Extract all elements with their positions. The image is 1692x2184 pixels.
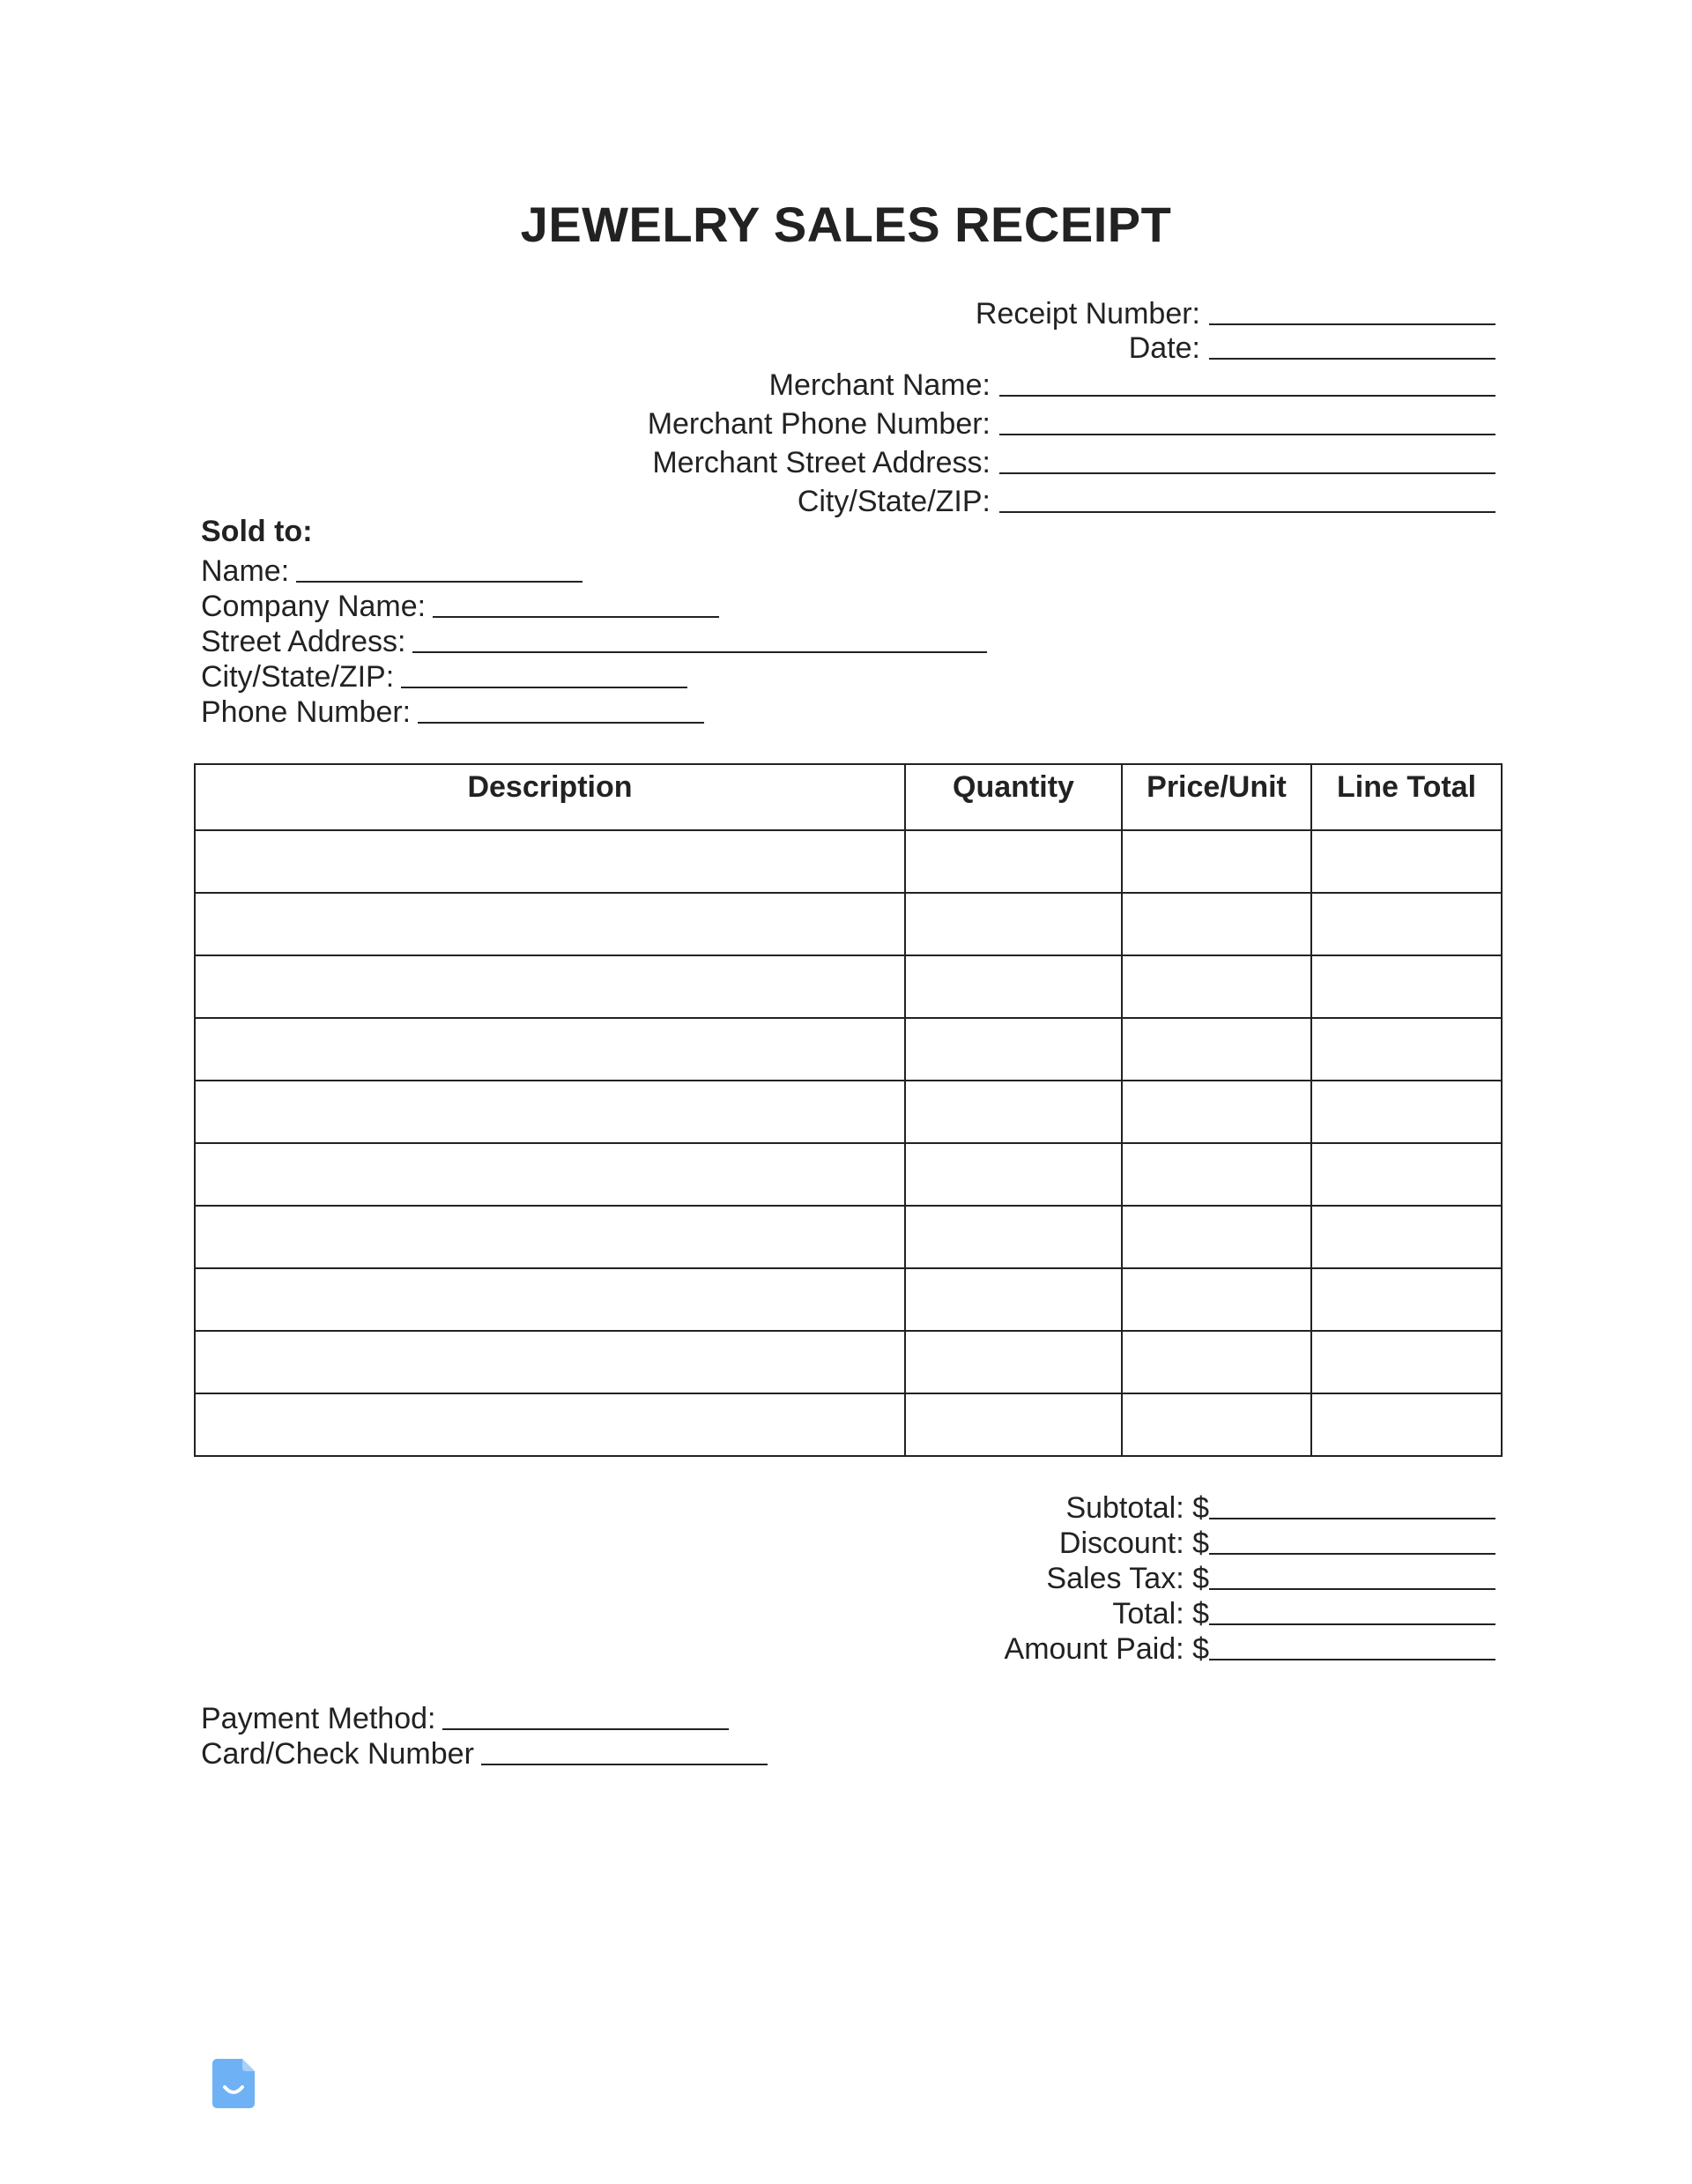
subtotal-field[interactable] — [1065, 1488, 1495, 1523]
buyer-company-field[interactable] — [201, 586, 719, 621]
buyer-company-label: Company Name: — [201, 590, 427, 623]
buyer-street-label: Street Address: — [201, 625, 406, 658]
price-unit-cell[interactable] — [1122, 1268, 1311, 1331]
line-total-cell[interactable] — [1311, 1081, 1502, 1143]
merchant-name-label: Merchant Name: — [768, 368, 991, 402]
payment-method-label: Payment Method: — [201, 1702, 436, 1735]
card-check-number-line[interactable] — [481, 1764, 768, 1765]
price-unit-cell[interactable] — [1122, 1331, 1311, 1393]
table-row — [195, 1143, 1502, 1206]
quantity-cell[interactable] — [905, 1018, 1122, 1081]
line-total-cell[interactable] — [1311, 893, 1502, 955]
buyer-city-label: City/State/ZIP: — [201, 660, 395, 694]
merchant-address-field[interactable] — [652, 442, 1495, 478]
subtotal-label: Subtotal: $ — [1065, 1491, 1209, 1525]
column-header-line-total: Line Total — [1311, 764, 1502, 830]
buyer-phone-line[interactable] — [418, 722, 704, 724]
amount-paid-label: Amount Paid: $ — [1004, 1632, 1209, 1666]
table-row — [195, 1331, 1502, 1393]
quantity-cell[interactable] — [905, 893, 1122, 955]
discount-line[interactable] — [1209, 1553, 1495, 1555]
description-cell[interactable] — [195, 1268, 905, 1331]
table-row — [195, 1206, 1502, 1268]
date-label: Date: — [1128, 331, 1200, 365]
quantity-cell[interactable] — [905, 1393, 1122, 1456]
column-header-quantity: Quantity — [905, 764, 1122, 830]
merchant-phone-label: Merchant Phone Number: — [647, 407, 991, 441]
line-total-cell[interactable] — [1311, 1206, 1502, 1268]
buyer-name-label: Name: — [201, 554, 290, 588]
description-cell[interactable] — [195, 1143, 905, 1206]
amount-paid-line[interactable] — [1209, 1659, 1495, 1660]
amount-paid-field[interactable] — [1005, 1629, 1495, 1664]
quantity-cell[interactable] — [905, 955, 1122, 1018]
table-row — [195, 955, 1502, 1018]
quantity-cell[interactable] — [905, 830, 1122, 893]
date-field[interactable] — [1129, 328, 1495, 363]
buyer-phone-label: Phone Number: — [201, 695, 412, 729]
price-unit-cell[interactable] — [1122, 1206, 1311, 1268]
merchant-address-label: Merchant Street Address: — [652, 446, 991, 479]
column-header-price-unit: Price/Unit — [1122, 764, 1311, 830]
document-smile-logo-icon — [212, 2059, 255, 2108]
buyer-city-field[interactable] — [201, 657, 687, 692]
buyer-name-line[interactable] — [296, 581, 583, 583]
line-total-cell[interactable] — [1311, 1143, 1502, 1206]
buyer-city-line[interactable] — [401, 687, 687, 688]
card-check-number-field[interactable] — [201, 1734, 768, 1769]
line-total-cell[interactable] — [1311, 1393, 1502, 1456]
price-unit-cell[interactable] — [1122, 1143, 1311, 1206]
line-total-cell[interactable] — [1311, 955, 1502, 1018]
quantity-cell[interactable] — [905, 1081, 1122, 1143]
table-header-row — [195, 764, 1502, 830]
table-row — [195, 1268, 1502, 1331]
line-total-cell[interactable] — [1311, 1018, 1502, 1081]
merchant-city-field[interactable] — [798, 481, 1495, 516]
column-header-description: Description — [195, 764, 905, 830]
merchant-phone-field[interactable] — [648, 404, 1495, 439]
total-line[interactable] — [1209, 1623, 1495, 1625]
date-line[interactable] — [1209, 358, 1495, 360]
price-unit-cell[interactable] — [1122, 1018, 1311, 1081]
merchant-address-line[interactable] — [999, 472, 1495, 474]
line-total-cell[interactable] — [1311, 1331, 1502, 1393]
items-table — [194, 763, 1503, 1457]
price-unit-cell[interactable] — [1122, 893, 1311, 955]
description-cell[interactable] — [195, 1206, 905, 1268]
table-row — [195, 1018, 1502, 1081]
price-unit-cell[interactable] — [1122, 1081, 1311, 1143]
buyer-street-line[interactable] — [412, 651, 987, 653]
receipt-number-label: Receipt Number: — [975, 297, 1200, 331]
buyer-phone-field[interactable] — [201, 692, 704, 727]
price-unit-cell[interactable] — [1122, 830, 1311, 893]
buyer-name-field[interactable] — [201, 551, 583, 586]
receipt-number-field[interactable] — [976, 293, 1495, 329]
table-row — [195, 1081, 1502, 1143]
description-cell[interactable] — [195, 1018, 905, 1081]
merchant-name-field[interactable] — [769, 365, 1495, 400]
quantity-cell[interactable] — [905, 1268, 1122, 1331]
discount-label: Discount: $ — [1058, 1527, 1209, 1560]
table-row — [195, 893, 1502, 955]
quantity-cell[interactable] — [905, 1331, 1122, 1393]
sold-to-heading — [201, 516, 313, 546]
buyer-street-field[interactable] — [201, 621, 987, 657]
card-check-number-label: Card/Check Number — [201, 1737, 474, 1771]
payment-method-field[interactable] — [201, 1698, 729, 1734]
table-row — [195, 830, 1502, 893]
page-title: JEWELRY SALES RECEIPT — [520, 197, 1172, 252]
total-field[interactable] — [1112, 1593, 1495, 1629]
line-total-cell[interactable] — [1311, 830, 1502, 893]
merchant-city-label: City/State/ZIP: — [797, 485, 991, 518]
table-row — [195, 1393, 1502, 1456]
payment-method-line[interactable] — [442, 1728, 729, 1730]
merchant-name-line[interactable] — [999, 395, 1495, 397]
description-cell[interactable] — [195, 893, 905, 955]
description-cell[interactable] — [195, 1081, 905, 1143]
line-total-cell[interactable] — [1311, 1268, 1502, 1331]
sales-tax-field[interactable] — [1046, 1558, 1495, 1593]
quantity-cell[interactable] — [905, 1206, 1122, 1268]
description-cell[interactable] — [195, 1331, 905, 1393]
total-label: Total: $ — [1112, 1597, 1209, 1631]
receipt-number-line[interactable] — [1209, 323, 1495, 325]
price-unit-cell[interactable] — [1122, 1393, 1311, 1456]
description-cell[interactable] — [195, 1393, 905, 1456]
sold-to-label: Sold to: — [201, 515, 313, 548]
merchant-city-line[interactable] — [999, 511, 1495, 513]
quantity-cell[interactable] — [905, 1143, 1122, 1206]
sales-tax-line[interactable] — [1209, 1588, 1495, 1590]
merchant-phone-line[interactable] — [999, 434, 1495, 435]
description-cell[interactable] — [195, 955, 905, 1018]
price-unit-cell[interactable] — [1122, 955, 1311, 1018]
discount-field[interactable] — [1059, 1523, 1495, 1558]
description-cell[interactable] — [195, 830, 905, 893]
buyer-company-line[interactable] — [433, 616, 719, 618]
sales-tax-label: Sales Tax: $ — [1046, 1562, 1209, 1595]
subtotal-line[interactable] — [1209, 1518, 1495, 1519]
